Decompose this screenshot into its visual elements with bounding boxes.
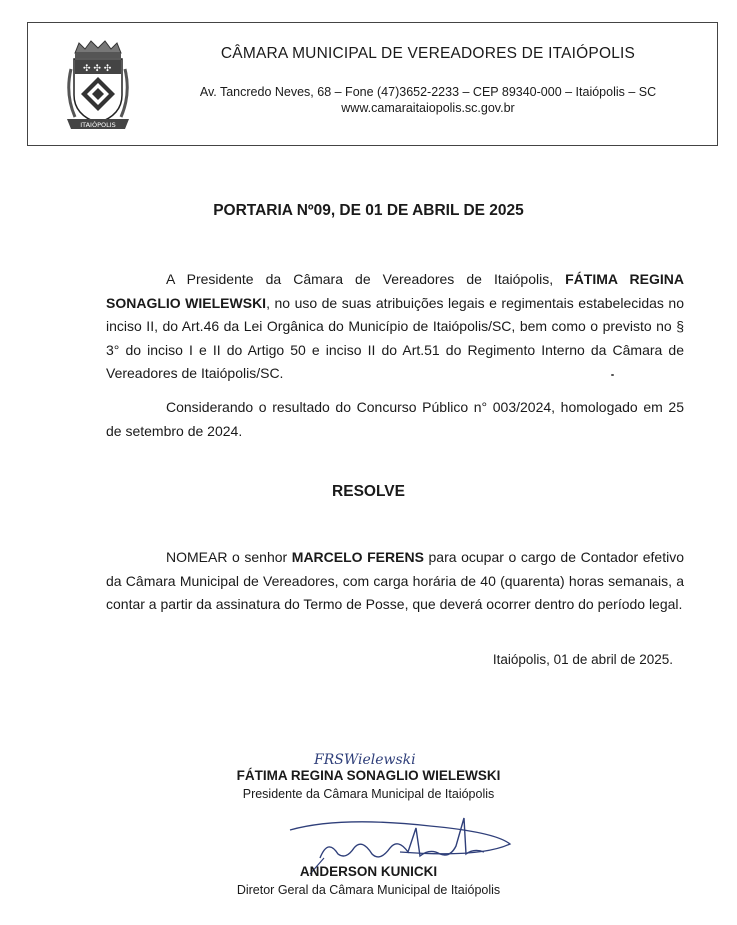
preamble-text-cont: , no uso de suas atribuições legais e regimentais estabelecidas no inciso II, do Art.46 da Lei Orgânica do Município de Itaiópolis/SC, bem como o previsto no § 3° do inciso I e II do Artigo 50 e inciso II do Art.51 do Regimento Interno da Câmara de Vereadores de Itaiópolis/SC. bbox=[106, 294, 684, 381]
chamber-name: CÂMARA MUNICIPAL DE VEREADORES DE ITAIÓPOLIS bbox=[220, 45, 636, 62]
preamble-text: A Presidente da Câmara de Vereadores de Itaiópolis, bbox=[166, 271, 566, 287]
date-line: Itaiópolis, 01 de abril de 2025. bbox=[492, 652, 673, 667]
scan-speck bbox=[611, 374, 614, 376]
appointment-paragraph bbox=[106, 546, 684, 617]
signature-block-president bbox=[0, 750, 737, 801]
crest-ribbon-label: ITAIÓPOLIS bbox=[80, 121, 116, 129]
signature-block-director bbox=[0, 812, 737, 897]
considering-paragraph: Considerando o resultado do Concurso Público n° 003/2024, homologado em 25 de setembro de 2024. bbox=[106, 399, 684, 439]
svg-text:✣ ✣ ✣: ✣ ✣ ✣ bbox=[83, 64, 112, 74]
website-line: www.camaraitaiopolis.sc.gov.br bbox=[341, 101, 515, 115]
preamble-paragraph bbox=[106, 268, 684, 386]
appointment-text: NOMEAR o senhor bbox=[166, 549, 292, 565]
signatory-name: ANDERSON KUNICKI bbox=[299, 864, 438, 879]
appointee-name-bold: MARCELO FERENS bbox=[291, 549, 424, 565]
signatory-role: Diretor Geral da Câmara Municipal de Itaiópolis bbox=[236, 883, 501, 897]
signatory-role: Presidente da Câmara Municipal de Itaiópolis bbox=[242, 787, 495, 801]
document-title: PORTARIA Nº09, DE 01 DE ABRIL DE 2025 bbox=[213, 202, 524, 219]
letterhead bbox=[27, 22, 718, 146]
signatory-name: FÁTIMA REGINA SONAGLIO WIELEWSKI bbox=[236, 768, 501, 783]
handwritten-initials-text: FRSWielewski bbox=[314, 752, 416, 768]
resolve-heading: RESOLVE bbox=[332, 483, 405, 500]
appointment-text-cont: para ocupar o cargo de Contador efetivo da Câmara Municipal de Vereadores, com carga horária de 40 (quarenta) horas semanais, a contar a partir da assinatura do Termo de Posse, que deverá ocorrer dentro do período legal. bbox=[106, 549, 684, 612]
president-name-bold: FÁTIMA REGINA SONAGLIO WIELEWSKI bbox=[106, 271, 684, 311]
municipal-crest-icon bbox=[65, 39, 131, 131]
address-block bbox=[148, 84, 708, 116]
address-line: Av. Tancredo Neves, 68 – Fone (47)3652-2233 – CEP 89340-000 – Itaiópolis – SC bbox=[199, 85, 657, 99]
